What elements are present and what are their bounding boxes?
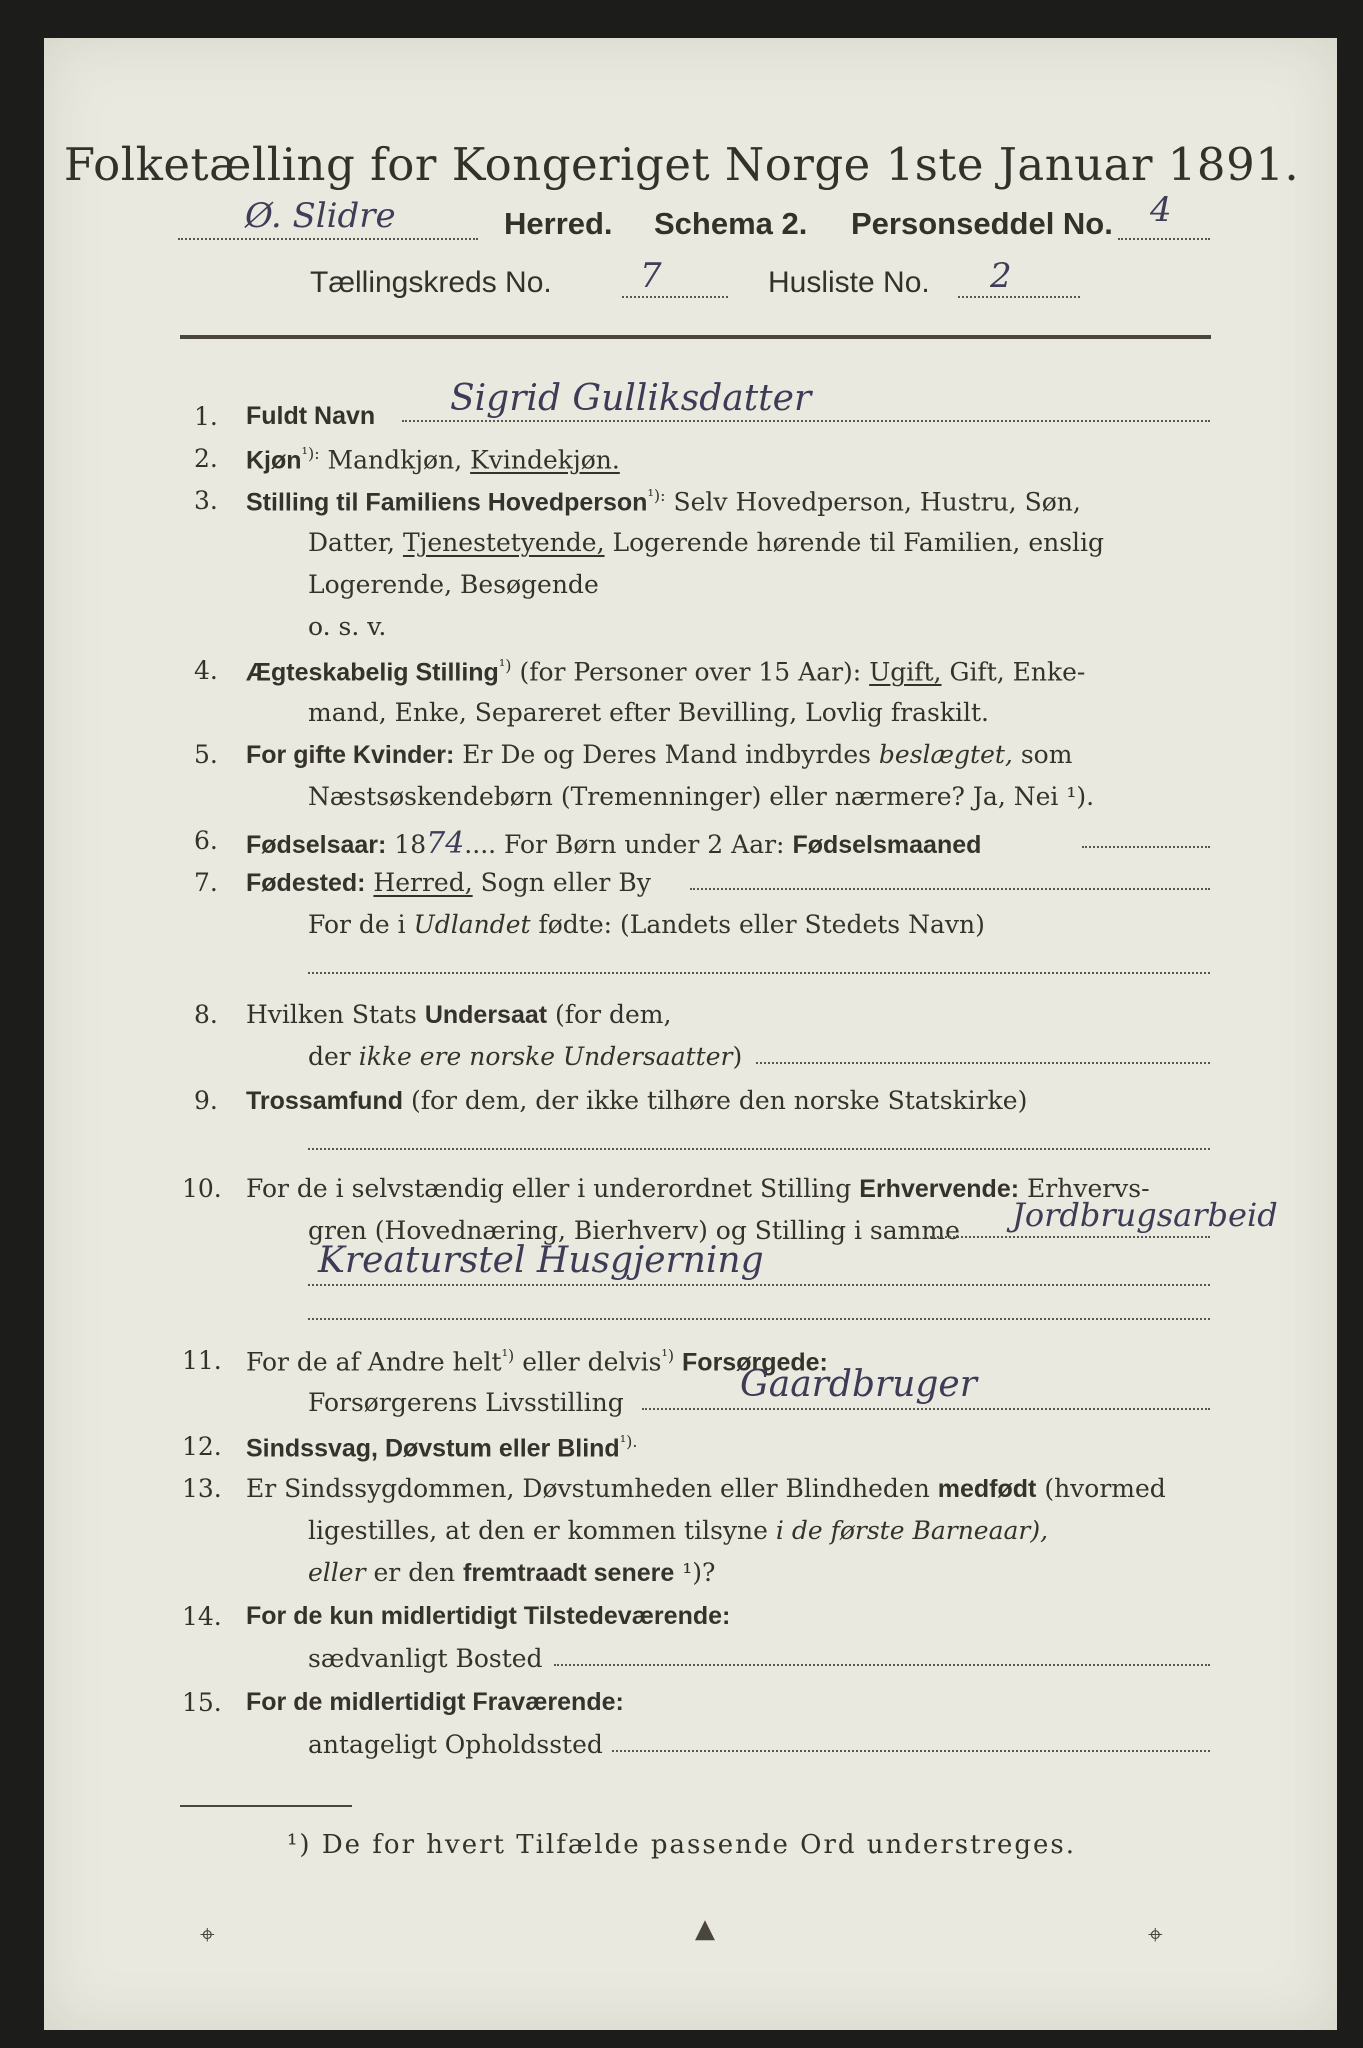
q4-selected-option: Ugift, bbox=[869, 657, 942, 687]
q10-answer-dotted-line bbox=[308, 1284, 1210, 1286]
q5-line2: Næstsøskendebørn (Tremenninger) eller nærmere? Ja, Nei ¹). bbox=[308, 782, 1095, 811]
q2-selected-option: Kvindekjøn. bbox=[470, 445, 620, 475]
item-number: 3. bbox=[194, 486, 218, 515]
q12-line: Sindssvag, Døvstum eller Blind$^{^1).}$ bbox=[246, 1432, 638, 1463]
item-number: 1. bbox=[194, 402, 218, 431]
item-number: 2. bbox=[194, 444, 218, 473]
item-number: 13. bbox=[182, 1474, 222, 1503]
q7-line2: For de i Udlandet fødte: (Landets eller Stedets Navn) bbox=[308, 910, 985, 939]
q3-line4: o. s. v. bbox=[308, 612, 387, 641]
registration-mark-center: ▲ bbox=[695, 1914, 715, 1944]
q7-answer-dotted-line bbox=[308, 972, 1210, 974]
kreds-value: 7 bbox=[640, 256, 662, 296]
q13-line1: Er Sindssygdommen, Døvstumheden eller Blindheden medfødt (hvormed bbox=[246, 1474, 1166, 1503]
q13-line2: ligestilles, at den er kommen tilsyne i de første Barneaar), bbox=[308, 1516, 1049, 1545]
q14-dotted-line bbox=[554, 1664, 1210, 1666]
item-number: 11. bbox=[182, 1346, 222, 1375]
husliste-value: 2 bbox=[990, 256, 1012, 296]
herred-value: Ø. Slidre bbox=[245, 196, 396, 236]
personseddel-value: 4 bbox=[1150, 190, 1172, 230]
item-number: 14. bbox=[182, 1602, 222, 1631]
q3-selected-option: Tjenestetyende, bbox=[402, 528, 605, 557]
q8-line2: der ikke ere norske Undersaatter) bbox=[308, 1042, 743, 1071]
herred-dotted-line bbox=[178, 238, 478, 240]
item-number: 6. bbox=[194, 826, 218, 855]
item-number: 7. bbox=[194, 868, 218, 897]
q15-dotted-line bbox=[612, 1750, 1210, 1752]
q1-dotted-line bbox=[402, 420, 1210, 422]
q7-selected-option: Herred, bbox=[373, 868, 473, 897]
q1-label: Fuldt Navn bbox=[246, 402, 376, 430]
item-number: 10. bbox=[182, 1174, 222, 1203]
q7-dotted-line bbox=[690, 888, 1210, 890]
q2-line: Kjøn$^{^1):}$ Mandkjøn, Kvindekjøn. bbox=[246, 444, 620, 475]
q10-line1: For de i selvstændig eller i underordnet Stilling Erhvervende: Erhvervs- bbox=[246, 1174, 1150, 1203]
footnote-divider bbox=[180, 1805, 352, 1807]
q10-line2: gren (Hovednæring, Bierhverv) og Stilling i samme bbox=[308, 1216, 960, 1245]
q4-line1: Ægteskabelig Stilling$^{^1)}$ (for Personer over 15 Aar): Ugift, Gift, Enke- bbox=[246, 656, 1086, 687]
item-number: 9. bbox=[194, 1086, 218, 1115]
q11-line1: For de af Andre helt$^{^1)}$ eller delvis$^{^1)}$ Forsørgede: bbox=[246, 1346, 828, 1377]
item-number: 5. bbox=[194, 740, 218, 769]
q8-dotted-line bbox=[756, 1062, 1210, 1064]
q3-line1: Stilling til Familiens Hovedperson$^{^1):}$ Selv Hovedperson, Hustru, Søn, bbox=[246, 486, 1081, 517]
item-number: 8. bbox=[194, 1000, 218, 1029]
q6-answer-year: 74 bbox=[426, 826, 465, 861]
personseddel-dotted-line bbox=[1118, 238, 1210, 240]
item-number: 12. bbox=[182, 1432, 222, 1461]
herred-label: Herred. bbox=[504, 206, 613, 241]
q9-line: Trossamfund (for dem, der ikke tilhøre den norske Statskirke) bbox=[246, 1086, 1028, 1115]
husliste-label: Husliste No. bbox=[768, 266, 930, 299]
q1-answer-name: Sigrid Gulliksdatter bbox=[450, 378, 812, 419]
q11-answer: Gaardbruger bbox=[740, 1364, 977, 1405]
q3-line3: Logerende, Besøgende bbox=[308, 570, 599, 599]
q10-answer-line2: Kreaturstel Husgjerning bbox=[318, 1240, 764, 1281]
q15-line2: antageligt Opholdssted bbox=[308, 1730, 603, 1759]
header-divider bbox=[180, 335, 1211, 339]
q8-line1: Hvilken Stats Undersaat (for dem, bbox=[246, 1000, 672, 1029]
q11-line2: Forsørgerens Livsstilling bbox=[308, 1388, 624, 1417]
q10-extra-dotted-line bbox=[308, 1318, 1210, 1320]
item-number: 15. bbox=[182, 1688, 222, 1717]
q6-line: Fødselsaar: 1874.... For Børn under 2 Aar: Fødselsmaaned bbox=[246, 826, 982, 861]
q3-line2: Datter, Tjenestetyende, Logerende hørende til Familien, enslig bbox=[308, 528, 1105, 557]
q6-dotted-line bbox=[1082, 846, 1210, 848]
q9-dotted-line bbox=[308, 1148, 1210, 1150]
form-title: Folketælling for Kongeriget Norge 1ste Januar 1891. bbox=[63, 138, 1300, 191]
q5-line1: For gifte Kvinder: Er De og Deres Mand indbyrdes beslægtet, som bbox=[246, 740, 1073, 769]
q15-label: For de midlertidigt Fraværende: bbox=[246, 1688, 624, 1716]
husliste-dotted-line bbox=[958, 296, 1080, 298]
q14-line2: sædvanligt Bosted bbox=[308, 1644, 543, 1673]
item-number: 4. bbox=[194, 656, 218, 685]
q7-line1: Fødested: Herred, Sogn eller By bbox=[246, 868, 651, 897]
q13-line3: eller er den fremtraadt senere ¹)? bbox=[308, 1558, 716, 1587]
schema-label: Schema 2. bbox=[654, 206, 808, 241]
q10-dotted-line bbox=[930, 1236, 1210, 1238]
registration-mark-right: ⌖ bbox=[1148, 1920, 1163, 1950]
q14-label: For de kun midlertidigt Tilstedeværende: bbox=[246, 1602, 731, 1630]
kreds-dotted-line bbox=[622, 296, 728, 298]
q11-dotted-line bbox=[642, 1408, 1210, 1410]
registration-mark-left: ⌖ bbox=[200, 1920, 215, 1950]
footnote: ¹) De for hvert Tilfælde passende Ord understreges. bbox=[286, 1830, 1076, 1860]
q4-line2: mand, Enke, Separeret efter Bevilling, Lovlig fraskilt. bbox=[308, 698, 989, 727]
personseddel-label: Personseddel No. bbox=[851, 206, 1113, 241]
q10-answer-line1: Jordbrugsarbeid bbox=[1012, 1196, 1278, 1234]
kreds-label: Tællingskreds No. bbox=[310, 266, 552, 299]
